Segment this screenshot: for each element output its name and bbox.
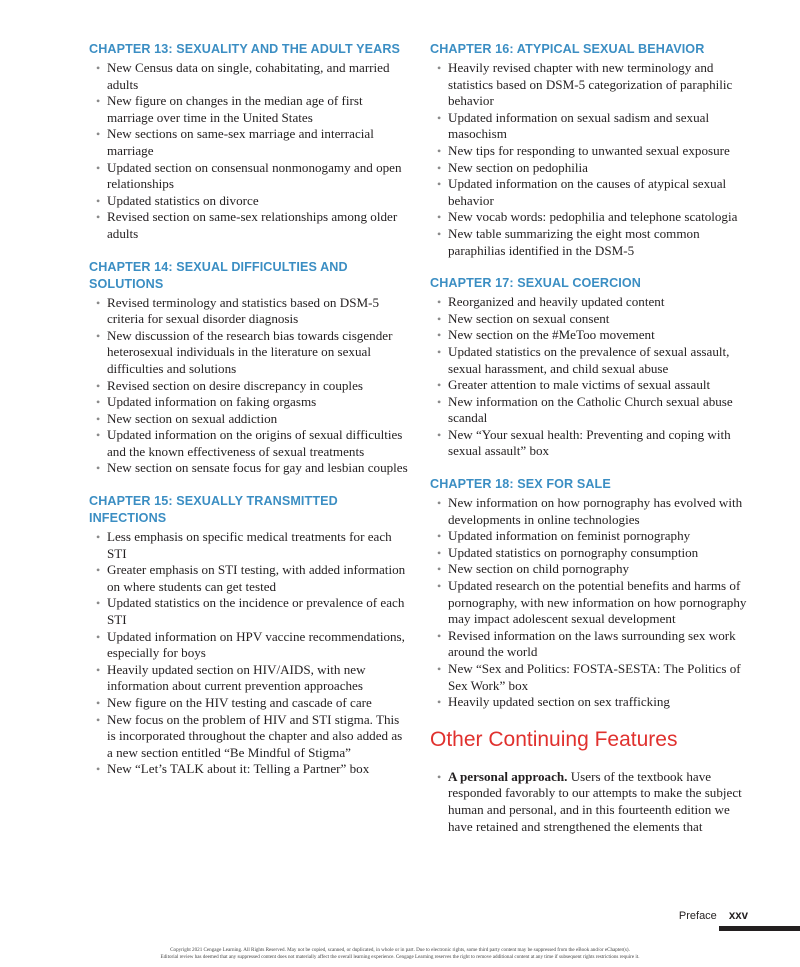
chapter-items — [89, 295, 411, 478]
list-item: • Revised section on same-sex relationships among older adults — [89, 209, 411, 242]
chapter-items — [89, 529, 411, 778]
chapter-items — [430, 294, 755, 460]
list-item: • Reorganized and heavily updated content — [430, 294, 755, 311]
list-item: • New discussion of the research bias towards cisgender heterosexual individuals in the literature on sexual difficulties and solutions — [89, 328, 411, 378]
chapter-section — [430, 476, 755, 711]
chapter-items — [430, 495, 755, 711]
list-item: • Revised terminology and statistics based on DSM-5 criteria for sexual disorder diagnosis — [89, 295, 411, 328]
footer-label: Preface — [678, 910, 717, 922]
chapter-title: CHAPTER 14: SEXUAL DIFFICULTIES AND SOLUTIONS — [89, 259, 348, 291]
list-item: • Less emphasis on specific medical treatments for each STI — [89, 529, 411, 562]
feature-item-text: Users of the textbook have responded favorably to our attempts to make the subject human and personal, and in this fourteenth edition we have retained and strengthened the elements that — [448, 768, 742, 834]
page-footer — [679, 910, 748, 922]
list-item: • New “Your sexual health: Preventing and coping with sexual assault” box — [430, 427, 755, 460]
page-number: xxv — [728, 910, 748, 922]
right-chapters — [430, 41, 755, 711]
chapter-title: CHAPTER 13: SEXUALITY AND THE ADULT YEARS — [89, 42, 401, 56]
chapter-title: CHAPTER 15: SEXUALLY TRANSMITTED INFECTIONS — [89, 494, 338, 526]
copyright-line-1: Copyright 2021 Cengage Learning. All Rights Reserved. May not be copied, scanned, or duplicated, in whole or in part. Due to electronic rights, some third party content may be suppressed from the eBook and/or eChapter(s). — [170, 947, 630, 953]
list-item: • Greater attention to male victims of sexual assault — [430, 377, 755, 394]
list-item: • New focus on the problem of HIV and STI stigma. This is incorporated throughout the chapter and also added as a new section entitled “Be Mindful of Stigma” — [89, 712, 411, 762]
right-column — [430, 41, 755, 835]
list-item: • Updated information on HPV vaccine recommendations, especially for boys — [89, 629, 411, 662]
chapter-items — [89, 60, 411, 243]
list-item: • Revised information on the laws surrounding sex work around the world — [430, 628, 755, 661]
list-item: • New “Sex and Politics: FOSTA-SESTA: The Politics of Sex Work” box — [430, 661, 755, 694]
chapter-section — [89, 493, 411, 778]
list-item: • Revised section on desire discrepancy in couples — [89, 378, 411, 395]
chapter-section — [89, 41, 411, 243]
left-column — [89, 41, 411, 794]
list-item: • New table summarizing the eight most common paraphilias identified in the DSM-5 — [430, 226, 755, 259]
list-item: • Updated information on sexual sadism and sexual masochism — [430, 110, 755, 143]
list-item: • New section on child pornography — [430, 561, 755, 578]
list-item: • New information on how pornography has evolved with developments in online technologies — [430, 495, 755, 528]
copyright-notice — [40, 947, 760, 961]
copyright-line-2: Editorial review has deemed that any suppressed content does not materially affect the overall learning experience. Cengage Learning reserves the right to remove additional content at any time if subsequent rights restrictions require it. — [160, 954, 640, 960]
list-item: • Heavily updated section on HIV/AIDS, with new information about current prevention approaches — [89, 662, 411, 695]
list-item: • New tips for responding to unwanted sexual exposure — [430, 143, 755, 160]
list-item: • Heavily updated section on sex trafficking — [430, 694, 755, 711]
chapter-section — [430, 275, 755, 460]
list-item: • Greater emphasis on STI testing, with added information on where students can get tested — [89, 562, 411, 595]
list-item: • New “Let’s TALK about it: Telling a Partner” box — [89, 761, 411, 778]
list-item: • Updated section on consensual nonmonogamy and open relationships — [89, 160, 411, 193]
list-item: • New figure on the HIV testing and cascade of care — [89, 695, 411, 712]
feature-item-lead: A personal approach. — [448, 768, 568, 784]
list-item: • New section on sexual consent — [430, 311, 755, 328]
list-item: • Updated information on the causes of atypical sexual behavior — [430, 176, 755, 209]
list-item: • New section on pedophilia — [430, 160, 755, 177]
list-item: • Updated information on feminist pornography — [430, 528, 755, 545]
footer-bar — [719, 926, 800, 931]
list-item: • New figure on changes in the median age of first marriage over time in the United States — [89, 93, 411, 126]
list-item: • Updated research on the potential benefits and harms of pornography, with new information on how pornography may impact adolescent sexual development — [430, 578, 755, 628]
list-item: • Updated statistics on the incidence or prevalence of each STI — [89, 595, 411, 628]
features-heading: Other Continuing Features — [430, 727, 678, 751]
list-item: • Updated information on the origins of sexual difficulties and the known effectiveness of sexual treatments — [89, 427, 411, 460]
features-list — [430, 769, 755, 835]
chapter-title: CHAPTER 16: ATYPICAL SEXUAL BEHAVIOR — [430, 42, 705, 56]
chapter-items — [430, 60, 755, 259]
list-item: • New section on sexual addiction — [89, 411, 411, 428]
list-item: • Heavily revised chapter with new terminology and statistics based on DSM-5 categorization of paraphilic behavior — [430, 60, 755, 110]
list-item: • New sections on same-sex marriage and interracial marriage — [89, 126, 411, 159]
chapter-section — [430, 41, 755, 259]
list-item: • New information on the Catholic Church sexual abuse scandal — [430, 394, 755, 427]
list-item: • New section on the #MeToo movement — [430, 327, 755, 344]
list-item: • New vocab words: pedophilia and telephone scatologia — [430, 209, 755, 226]
list-item: • Updated statistics on the prevalence of sexual assault, sexual harassment, and child sexual abuse — [430, 344, 755, 377]
chapter-title: CHAPTER 18: SEX FOR SALE — [430, 477, 611, 492]
list-item: • Updated statistics on pornography consumption — [430, 545, 755, 562]
list-item: • Updated statistics on divorce — [89, 193, 411, 210]
list-item: • Updated information on faking orgasms — [89, 394, 411, 411]
feature-item — [430, 769, 755, 835]
chapter-section — [89, 259, 411, 478]
list-item: • New Census data on single, cohabitating, and married adults — [89, 60, 411, 93]
chapter-title: CHAPTER 17: SEXUAL COERCION — [430, 276, 641, 291]
list-item: • New section on sensate focus for gay and lesbian couples — [89, 460, 411, 477]
